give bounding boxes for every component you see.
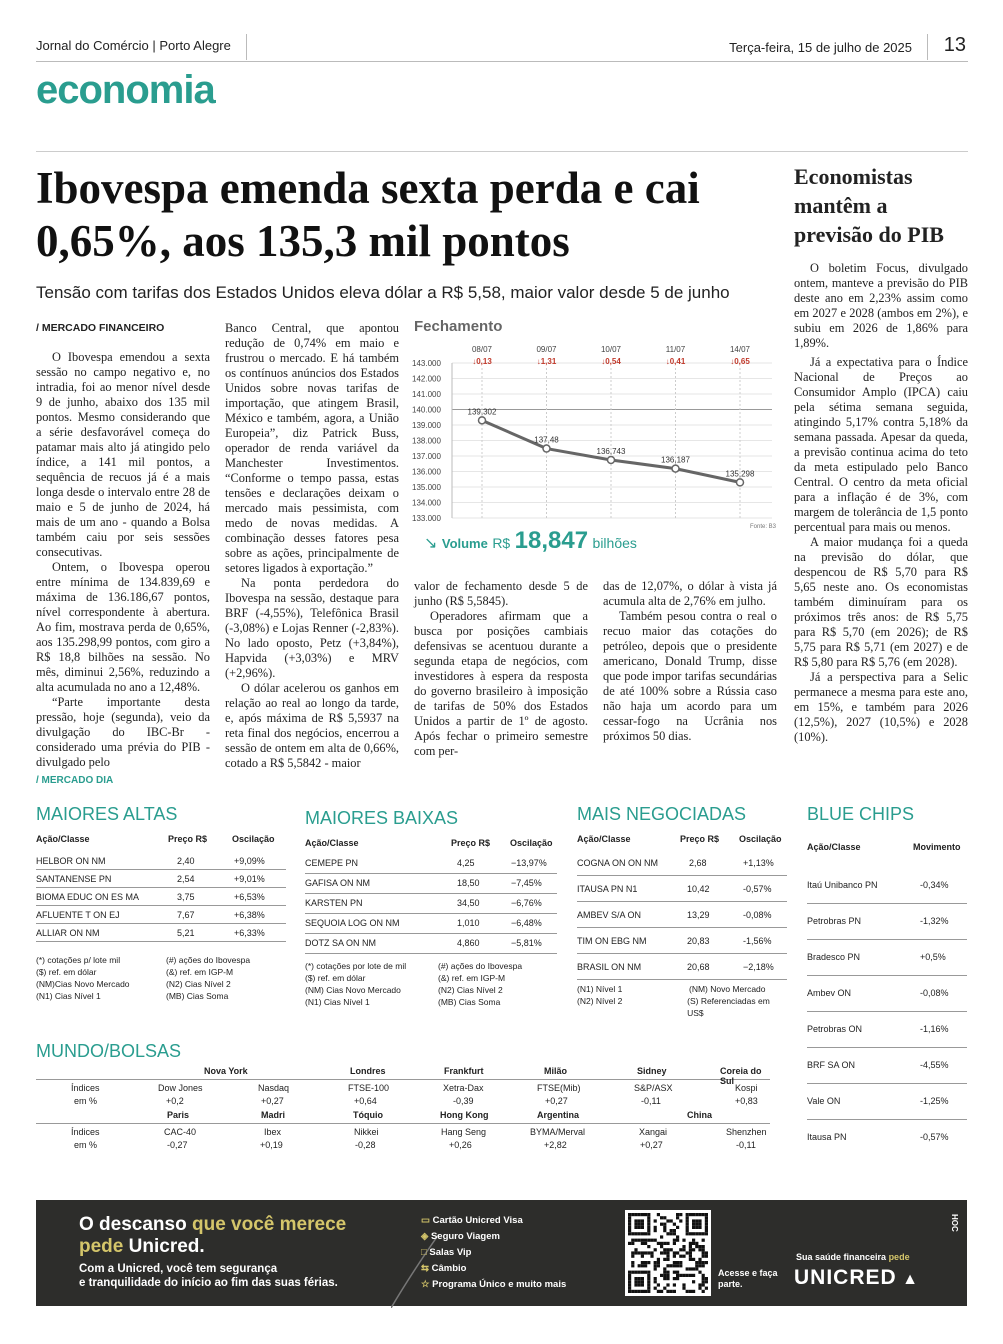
article-column-2: [225, 321, 399, 771]
table-row: ALLIAR ON NM 5,21 +6,33%: [36, 924, 286, 942]
table-row: BRF SA ON -4,55%: [807, 1048, 967, 1084]
column-header: Preço R$: [168, 834, 208, 844]
unicred-logo: UNICRED ▲: [794, 1266, 919, 1289]
page-number: 13: [943, 34, 966, 56]
table-row: AMBEV S/A ON 13,29 -0,08%: [577, 902, 787, 928]
column-header: Preço R$: [451, 838, 491, 848]
table-title-mais-negociadas: MAIS NEGOCIADAS: [577, 804, 747, 824]
table-row: Ambev ON -0,08%: [807, 976, 967, 1012]
daily-change-label: ↓0,65: [730, 357, 750, 366]
table-header: [36, 830, 286, 848]
data-label: 136,743: [596, 446, 626, 456]
publication-name: Jornal do Comércio | Porto Alegre: [36, 38, 231, 53]
data-point: [543, 445, 550, 452]
volume-currency: R$: [492, 535, 511, 551]
exchange-icon: ⇆: [421, 1263, 429, 1274]
column-header: Movimento: [913, 842, 961, 852]
paragraph: Também pesou contra o real o recuo maior das cotações do petróleo, depois que o presidente americano, Donald Trump, disse que pode impor tarifas secundárias de até 100% sobre a Rússia caso não haja um acordo para um cessar-fogo na Ucrânia nos próximos 50 dias.: [603, 609, 777, 743]
y-tick-label: 137.000: [412, 452, 441, 461]
paragraph: “Parte importante desta pressão, hoje (segunda), veio da divulgação do IBC-Br - considerado uma prévia do PIB - divulgado pelo: [36, 695, 210, 769]
table-title-maiores-altas: MAIORES ALTAS: [36, 804, 178, 824]
data-label: 137,48: [534, 435, 559, 445]
table-row: GAFISA ON NM 18,50 −7,45%: [305, 874, 557, 894]
paragraph: Operadores afirmam que a busca por posições cambiais defensivas se acentuou durante a segunda etapa de negócios, com investidores à espera da resposta do governo brasileiro à imposição de tarifas de 50% dos Estados Unidos a partir de 1º de agosto. Após fechar o primeiro semestre com per-: [414, 609, 588, 758]
table-header: [305, 834, 557, 852]
sidebar-body: [794, 261, 968, 745]
table-row: BRASIL ON NM 20,68 −2,18%: [577, 954, 787, 980]
y-tick-label: 138.000: [412, 436, 441, 446]
article-column-3: [414, 579, 588, 759]
article-column-1: [36, 322, 210, 770]
volume-value: 18,847: [514, 527, 589, 554]
ibovespa-line-chart: [410, 338, 780, 530]
x-tick-label: 08/07: [471, 345, 493, 354]
y-tick-label: 142.000: [412, 374, 441, 384]
section-title: economia: [36, 68, 215, 112]
table-header: Nova York Londres Frankfurt Milão Sidney Coreia do Sul: [36, 1066, 770, 1080]
table-header: [807, 838, 967, 856]
paragraph: O Ibovespa emendou a sexta sessão no campo negativo e, no intradia, foi ao menor nível desde 9 de junho, abaixo dos 135 mil pontos. Mesmo considerando que a série desfavorável começa do patamar mais alto já atingido pelo índice, a 141 mil pontos, a sequência de recuos já é a mais longa desde o intervalo entre 28 de maio e 5 de junho de 2024, há mais de um ano - quando a Bolsa também caiu por seis sessões consecutivas.: [36, 350, 210, 559]
table-notes: (*) cotações por lote de mil (#) ações do Ibovespa ($) ref. em dólar (&) ref. em IGP-M (NM) Cias Novo Mercado (N2) Cias Nível 2 (N1) Cias Nível 1 (MB) Cias Soma: [305, 961, 523, 1007]
logo-mark-icon: ▲: [896, 1271, 919, 1288]
ad-access-text: Acesse e faça parte.: [718, 1268, 778, 1289]
qr-code-icon[interactable]: [625, 1210, 711, 1296]
column-header: Oscilação: [232, 834, 275, 844]
y-tick-label: 139.000: [412, 421, 441, 430]
y-tick-label: 143.000: [412, 359, 441, 368]
ad-headline: O descanso que você merece pede Unicred.: [79, 1214, 347, 1257]
subheadline: Tensão com tarifas dos Estados Unidos eleva dólar a R$ 5,58, maior valor desde 5 de junho: [36, 283, 730, 302]
table-row: DOTZ SA ON NM 4,860 −5,81%: [305, 934, 557, 954]
lounge-icon: □: [421, 1247, 427, 1258]
paragraph: Na ponta perdedora do Ibovespa na sessão, destaque para BRF (-4,55%), Telefônica Brasil (-3,08%) e Lojas Renner (-2,83%). No lado oposto, Petz (+3,84%), Hapvida (+3,03%) e MRV (+2,96%).: [225, 576, 399, 680]
y-tick-label: 134.000: [412, 498, 441, 508]
paragraph: Já a perspectiva para a Selic permanece a mesma para este ano, em 15%, e também para 2026 (12,5%), 2027 (10,5%) e 2028 (10%).: [794, 670, 968, 744]
table-maiores-altas: [36, 830, 286, 952]
unicred-ad-banner[interactable]: [36, 1200, 967, 1306]
card-icon: ▭: [421, 1215, 430, 1226]
data-point: [672, 465, 679, 472]
table-row: Índices Dow Jones Nasdaq FTSE-100 Xetra-Dax FTSE(Mib) S&P/ASX Kospi: [71, 1083, 758, 1093]
table-row: Itausa PN -0,57%: [807, 1132, 949, 1142]
market-kicker: / MERCADO DIA: [36, 775, 114, 786]
ad-features-list: ▭ Cartão Unicred Visa ◈ Seguro Viagem □ Salas Vip ⇆ Câmbio ☆ Programa Único e muito mais: [421, 1215, 567, 1290]
table-row: Vale ON -1,25%: [807, 1084, 967, 1120]
article-column-4: [603, 579, 777, 744]
daily-change-label: ↓0,41: [665, 357, 686, 366]
x-tick-label: 09/07: [536, 345, 557, 354]
shield-icon: ◈: [421, 1231, 429, 1242]
table-header: Paris Madri Tóquio Hong Kong Argentina China: [36, 1110, 770, 1124]
divider: [36, 151, 968, 152]
column-header: Ação/Classe: [305, 838, 359, 848]
paragraph: Já a expectativa para o Índice Nacional de Preços ao Consumidor Amplo (IPCA) caiu pela sétima semana seguida, atingindo 5,17% contra 5,18% da semana passada. Apesar da queda, a previsão continua acima do teto da meta estipulado pelo Banco Central. O centro da meta oficial para a inflação é de 3%, com margem de tolerância de 1,5 ponto percentual para mais ou menos.: [794, 355, 968, 534]
column-header: Oscilação: [739, 834, 782, 844]
column-body: [36, 350, 210, 770]
header-divider: [927, 34, 928, 60]
data-point: [479, 417, 486, 424]
column-header: Preço R$: [680, 834, 720, 844]
table-row: Itaú Unibanco PN -0,34%: [807, 868, 967, 904]
table-row: em % +0,2 +0,27 +0,64 -0,39 +0,27 -0,11 +0,83: [74, 1096, 758, 1106]
y-tick-label: 133.000: [412, 514, 441, 523]
column-header: Ação/Classe: [577, 834, 631, 844]
header-divider: [246, 34, 247, 60]
issue-date: Terça-feira, 15 de julho de 2025: [729, 40, 912, 55]
y-tick-label: 136.000: [412, 467, 441, 477]
table-row: CEMEPE PN 4,25 −13,97%: [305, 854, 557, 874]
table-row: BIOMA EDUC ON ES MA 3,75 +6,53%: [36, 888, 286, 906]
table-title-maiores-baixas: MAIORES BAIXAS: [305, 808, 459, 828]
table-notes: (N1) Nível 1 (NM) Novo Mercado (N2) Nível 2 (S) Referenciadas em US$: [577, 984, 770, 1018]
volume-readout: [424, 527, 637, 555]
page-header: [36, 34, 968, 62]
headline: Ibovespa emenda sexta perda e cai 0,65%, aos 135,3 mil pontos: [36, 163, 700, 266]
y-tick-label: 135.000: [412, 483, 441, 492]
data-label: 136,187: [661, 455, 690, 465]
table-title-blue-chips: BLUE CHIPS: [807, 804, 915, 824]
chart-title: Fechamento: [414, 318, 503, 335]
x-tick-label: 10/07: [600, 345, 622, 354]
y-tick-label: 140.000: [412, 405, 441, 415]
table-row: Petrobras PN -1,32%: [807, 904, 967, 940]
table-title-mundo-bolsas: MUNDO/BOLSAS: [36, 1041, 182, 1061]
table-row: AFLUENTE T ON EJ 7,67 +6,38%: [36, 906, 286, 924]
ad-subtext: Com a Unicred, você tem segurança e tranquilidade do início ao fim das suas férias.: [79, 1263, 338, 1289]
volume-unit: bilhões: [592, 535, 637, 551]
table-row: SANTANENSE PN 2,54 +9,01%: [36, 870, 286, 888]
sidebar-title: Economistas mantêm a previsão do PIB: [794, 164, 944, 247]
table-world-markets: [36, 1066, 770, 1158]
table-row: HELBOR ON NM 2,40 +9,09%: [36, 852, 286, 870]
paragraph: O boletim Focus, divulgado ontem, manteve a previsão do PIB deste ano em 2,23% assim como em 2027 e 2028 (ambos em 2%), e subiu em 2026 de 1,86% para 1,89%.: [794, 261, 968, 350]
paragraph: O dólar acelerou os ganhos em relação ao real ao longo da tarde, e, após máxima de R$ 5,5937 na reta final dos negócios, encerrou a sessão de ontem em alta de 0,66%, cotado a R$ 5,5842 - maior: [225, 681, 399, 770]
kicker: / MERCADO FINANCEIRO: [36, 322, 165, 334]
chart-source: Fonte: B3: [749, 524, 776, 530]
y-tick-label: 141.000: [412, 390, 441, 399]
table-row: KARSTEN PN 34,50 −6,76%: [305, 894, 557, 914]
paragraph: Ontem, o Ibovespa operou entre mínima de 134.839,69 e máxima de 136.186,67 pontos, nível correspondente à abertura. Ao fim, mostrava perda de 0,65%, aos 135.298,99 pontos, com giro a R$ 18,8 bilhões na sessão. No mês, diminui 2,56%, reduzindo a alta acumulada no ano a 12,48%.: [36, 560, 210, 694]
column-header: Ação/Classe: [807, 842, 861, 852]
table-row: ITAUSA PN N1 10,42 -0,57%: [577, 876, 787, 902]
table-row: Índices CAC-40 Ibex Nikkei Hang Seng BYMA/Merval Xangai Shenzhen: [71, 1127, 767, 1137]
table-row: Petrobras ON -1,16%: [807, 1012, 967, 1048]
ad-tagline: Sua saúde financeira pede: [796, 1252, 910, 1262]
table-row: COGNA ON ON NM 2,68 +1,13%: [577, 850, 787, 876]
data-label: 135,298: [725, 469, 755, 479]
x-tick-label: 14/07: [729, 345, 751, 354]
star-icon: ☆: [421, 1279, 430, 1290]
paragraph: A maior mudança foi a queda na previsão do dólar, que despencou de R$ 5,70 para R$ 5,65 neste ano. Os economistas também diminuíram para os próximos três anos: de R$ 5,75 para R$ 5,70 (em 2026); de R$ 5,75 para R$ 5,71 (em 2027) e de R$ 5,80 para R$ 5,76 (em 2028).: [794, 535, 968, 669]
table-blue-chips: [807, 838, 967, 1152]
table-maiores-baixas: [305, 834, 557, 962]
table-notes: (*) cotações p/ lote mil (#) ações do Ibovespa ($) ref. em dólar (&) ref. em IGP-M (NM)Cias Novo Mercado (N2) Cias Nível 2 (N1) Cias Nível 1 (MB) Cias Soma: [36, 955, 251, 1001]
paragraph: das de 12,07%, o dólar à vista já acumula alta de 2,76% em julho.: [603, 579, 777, 608]
table-header: [577, 830, 787, 848]
daily-change-label: ↓1,31: [536, 357, 557, 366]
table-row: TIM ON EBG NM 20,83 -1,56%: [577, 928, 787, 954]
column-header: Ação/Classe: [36, 834, 90, 844]
trend-down-icon: ↘: [424, 535, 438, 552]
table-mais-negociadas: [577, 830, 787, 980]
table-row: Bradesco PN +0,5%: [807, 940, 967, 976]
ad-side-code: HOC: [950, 1214, 959, 1232]
data-point: [737, 479, 744, 486]
data-point: [608, 456, 615, 463]
daily-change-label: ↓0,54: [601, 357, 621, 366]
paragraph: Banco Central, que apontou redução de 0,74% em maio e frustrou o mercado. E há também os contínuos anúncios dos Estados Unidos sobre novas tarifas de importação, que atingem Brasil, México e também, agora, a União Europeia”, diz Patrick Buss, operador de renda variável da Manchester Investimentos. “Conforme o tempo passa, estas tensões e declarações deixam o mercado mais pessimista, com medo de novas medidas. A combinação desses fatores pesa sobre as ações, principalmente de setores ligados à exportação.”: [225, 321, 399, 575]
daily-change-label: ↓0,13: [472, 357, 492, 366]
data-label: 139,302: [467, 407, 497, 417]
volume-label: Volume: [441, 536, 488, 551]
table-row: em % -0,27 +0,19 -0,28 +0,26 +2,82 +0,27 -0,11: [74, 1140, 756, 1150]
column-header: Oscilação: [510, 838, 553, 848]
x-tick-label: 11/07: [665, 345, 686, 354]
paragraph: valor de fechamento desde 5 de junho (R$ 5,5845).: [414, 579, 588, 608]
table-row: SEQUOIA LOG ON NM 1,010 −6,48%: [305, 914, 557, 934]
